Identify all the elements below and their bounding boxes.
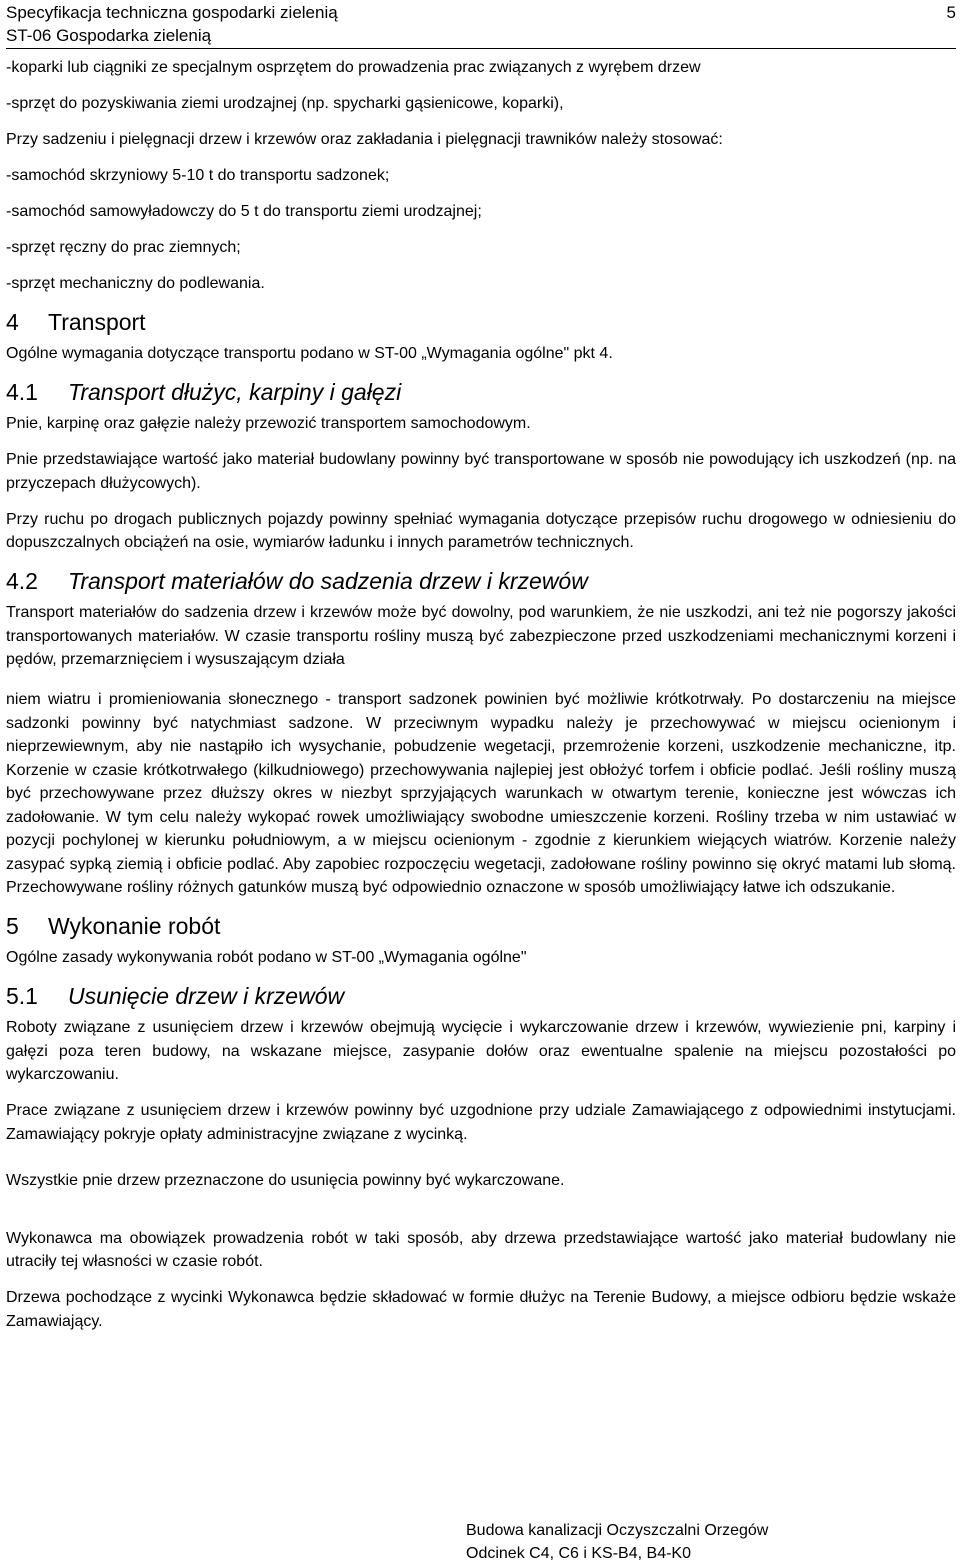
section-text: Ogólne zasady wykonywania robót podano w ST-00 „Wymagania ogólne" [6,949,527,966]
paragraph: Wszystkie pnie drzew przeznaczone do usunięcia powinny być wykarczowane. [6,1171,565,1189]
header-divider [6,48,956,49]
section-text: Ogólne wymagania dotyczące transportu podano w ST-00 „Wymagania ogólne" pkt 4. [6,345,613,362]
paragraph: Wykonawca ma obowiązek prowadzenia robót w taki sposób, aby drzewa przedstawiające wartość jako materiał budowlany nie utraciły tej własności w czasie robót. [6,1229,956,1270]
paragraph: Prace związane z usunięciem drzew i krzewów powinny być uzgodnione przy udziale Zamawiającego z odpowiednimi instytucjami. Zamawiający pokryje opłaty administracyjne związane z wycinką. [6,1102,956,1143]
section-title: Wykonanie robót [48,913,221,939]
paragraph: Drzewa pochodzące z wycinki Wykonawca będzie składować w formie dłużyc na Terenie Budowy, a miejsce odbioru będzie wskaże Zamawiający. [6,1289,956,1330]
subsection-heading-4-1 [6,378,956,406]
section-number: 4 [6,309,19,335]
paragraph: Pnie przedstawiające wartość jako materiał budowlany powinny być transportowane w sposób nie powodujący ich uszkodzeń (np. na przyczepach dłużycowych). [6,451,956,492]
equipment-item: -samochód skrzyniowy 5-10 t do transportu sadzonek; [6,167,390,184]
equipment-item: -sprzęt do pozyskiwania ziemi urodzajnej (np. spycharki gąsienicowe, koparki), [6,95,564,112]
subsection-heading-4-2 [6,567,956,595]
paragraph: niem wiatru i promieniowania słonecznego - transport sadzonek powinien być możliwie krótkotrwały. Po dostarczeniu na miejsce sadzonki powinny być natychmiast sadzone. W przeciwnym wypadku należy je przechowywać w miejscu ocienionym i nieprzewiewnym, aby nie nastąpiło ich wysychanie, pobudzenie wegetacji, przemrożenie korzeni, uszkodzenie mechaniczne, itp. Korzenie w czasie krótkotrwałego (kilkudniowego) przechowywania najlepiej jest obłożyć torfem i obficie podlać. Jeśli rośliny muszą być przechowywane przez dłuższy okres w niezbyt sprzyjających warunkach w otwartym terenie, konieczne jest wówczas ich zadołowanie. W tym celu należy wykopać rowek umożliwiający swobodne umieszczenie korzeni. Rośliny trzeba w nim ustawiać w pozycji pochylonej w kierunku południowym, a w miejscu ocienionym - zgodnie z kierunkiem wiejących wiatrów. Korzenie należy zasypać sypką ziemią i obficie podlać. Aby zapobiec rozpoczęciu wegetacji, zadołowane rośliny powinno się okryć matami lub słomą. Przechowywane rośliny różnych gatunków muszą być odpowiednio oznaczone w sposób umożliwiający łatwe ich odszukanie. [6,691,956,896]
subsection-number: 4.2 [6,568,38,594]
page-footer [466,1519,768,1565]
subsection-title: Transport materiałów do sadzenia drzew i krzewów [68,568,588,594]
page-header [6,0,956,50]
document-body [6,56,956,1346]
footer-section: Odcinek C4, C6 i KS-B4, B4-K0 [466,1545,691,1562]
subsection-number: 5.1 [6,983,38,1009]
equipment-item: -koparki lub ciągniki ze specjalnym osprzętem do prowadzenia prac związanych z wyrębem drzew [6,59,701,76]
document-page [6,0,956,1330]
page-number: 5 [946,3,956,22]
paragraph: Pnie, karpinę oraz gałęzie należy przewozić transportem samochodowym. [6,415,531,432]
section-number: 5 [6,913,19,939]
subsection-title: Transport dłużyc, karpiny i gałęzi [68,379,402,405]
header-subtitle: ST-06 Gospodarka zielenią [6,26,212,45]
planting-intro: Przy sadzeniu i pielęgnacji drzew i krzewów oraz zakładania i pielęgnacji trawników należy stosować: [6,131,723,148]
subsection-number: 4.1 [6,379,38,405]
subsection-heading-5-1 [6,982,956,1010]
section-heading-transport [6,308,956,336]
equipment-item: -sprzęt mechaniczny do podlewania. [6,275,265,292]
equipment-item: -sprzęt ręczny do prac ziemnych; [6,239,241,256]
footer-project: Budowa kanalizacji Oczyszczalni Orzegów [466,1522,769,1539]
equipment-item: -samochód samowyładowczy do 5 t do transportu ziemi urodzajnej; [6,203,482,220]
section-heading-execution [6,912,956,940]
subsection-title: Usunięcie drzew i krzewów [68,983,345,1009]
paragraph: Transport materiałów do sadzenia drzew i krzewów może być dowolny, pod warunkiem, że nie uszkodzi, ani też nie pogorszy jakości transportowanych materiałów. W czasie transportu rośliny muszą być zabezpieczone przed uszkodzeniami mechanicznymi korzeni i pędów, przemarznięciem i wysuszającym działa [6,604,956,668]
header-title: Specyfikacja techniczna gospodarki zielenią [6,3,338,22]
section-title: Transport [48,309,146,335]
paragraph: Przy ruchu po drogach publicznych pojazdy powinny spełniać wymagania dotyczące przepisów ruchu drogowego w odniesieniu do dopuszczalnych obciążeń na osie, wymiarów ładunku i innych parametrów technicznych. [6,510,956,551]
paragraph: Roboty związane z usunięciem drzew i krzewów obejmują wycięcie i wykarczowanie drzew i krzewów, wywiezienie pni, karpiny i gałęzi poza teren budowy, na wskazane miejsce, zasypanie dołów oraz ewentualne spalenie na miejscu pozostałości po wykarczowaniu. [6,1019,956,1083]
